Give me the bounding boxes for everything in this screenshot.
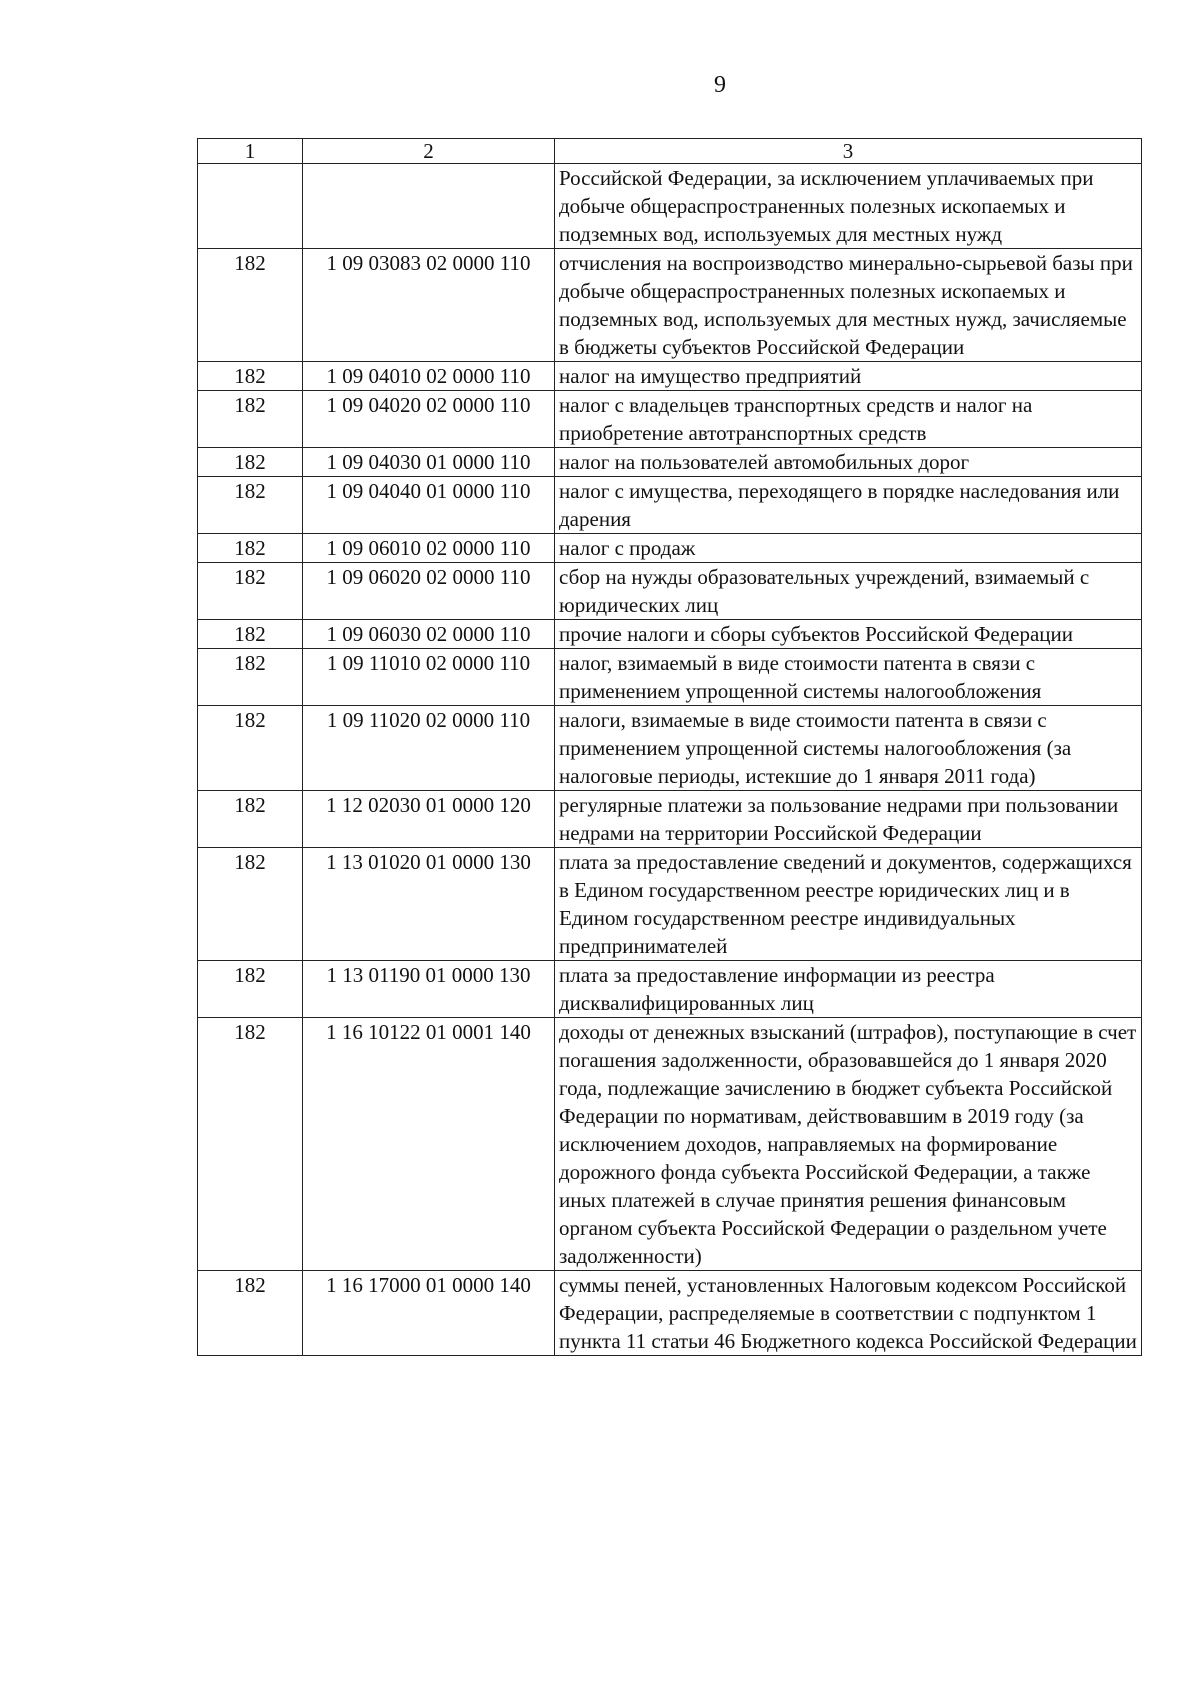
budget-classification-code-cell: 1 09 06010 02 0000 110 bbox=[303, 534, 555, 563]
admin-code-cell: 182 bbox=[198, 563, 303, 620]
header-col-3: 3 bbox=[555, 139, 1142, 164]
admin-code-cell: 182 bbox=[198, 534, 303, 563]
table-row bbox=[198, 477, 1142, 534]
budget-classification-code-cell: 1 09 06030 02 0000 110 bbox=[303, 620, 555, 649]
budget-classification-code-cell: 1 09 11020 02 0000 110 bbox=[303, 706, 555, 791]
table-row bbox=[198, 791, 1142, 848]
budget-classification-code-cell: 1 09 04030 01 0000 110 bbox=[303, 448, 555, 477]
table-row bbox=[198, 1271, 1142, 1356]
table-row bbox=[198, 1018, 1142, 1271]
budget-classification-code-cell bbox=[303, 164, 555, 249]
admin-code-cell: 182 bbox=[198, 1271, 303, 1356]
revenue-name-cell: прочие налоги и сборы субъектов Российской Федерации bbox=[555, 620, 1142, 649]
table-row bbox=[198, 706, 1142, 791]
revenue-name-cell: отчисления на воспроизводство минерально-сырьевой базы при добыче общераспространенных полезных ископаемых и подземных вод, используемых для местных нужд, зачисляемые в бюджеты субъектов Российской Федерации bbox=[555, 249, 1142, 362]
admin-code-cell: 182 bbox=[198, 249, 303, 362]
admin-code-cell: 182 bbox=[198, 848, 303, 961]
budget-classification-code-cell: 1 12 02030 01 0000 120 bbox=[303, 791, 555, 848]
budget-classification-code-cell: 1 09 06020 02 0000 110 bbox=[303, 563, 555, 620]
table-row bbox=[198, 448, 1142, 477]
revenue-name-cell: сбор на нужды образовательных учреждений, взимаемый с юридических лиц bbox=[555, 563, 1142, 620]
admin-code-cell: 182 bbox=[198, 961, 303, 1018]
revenue-name-cell: Российской Федерации, за исключением уплачиваемых при добыче общераспространенных полезных ископаемых и подземных вод, используемых для местных нужд bbox=[555, 164, 1142, 249]
admin-code-cell: 182 bbox=[198, 448, 303, 477]
admin-code-cell: 182 bbox=[198, 706, 303, 791]
admin-code-cell: 182 bbox=[198, 649, 303, 706]
revenue-name-cell: плата за предоставление информации из реестра дисквалифицированных лиц bbox=[555, 961, 1142, 1018]
budget-classification-code-cell: 1 13 01190 01 0000 130 bbox=[303, 961, 555, 1018]
table-row bbox=[198, 534, 1142, 563]
budget-classification-code-cell: 1 13 01020 01 0000 130 bbox=[303, 848, 555, 961]
admin-code-cell: 182 bbox=[198, 391, 303, 448]
admin-code-cell: 182 bbox=[198, 362, 303, 391]
budget-classification-code-cell: 1 09 04020 02 0000 110 bbox=[303, 391, 555, 448]
table-body bbox=[198, 164, 1142, 1356]
admin-code-cell: 182 bbox=[198, 620, 303, 649]
revenue-name-cell: плата за предоставление сведений и документов, содержащихся в Едином государственном реестре юридических лиц и в Едином государственном реестре индивидуальных предпринимателей bbox=[555, 848, 1142, 961]
admin-code-cell bbox=[198, 164, 303, 249]
table-row bbox=[198, 249, 1142, 362]
table-row bbox=[198, 391, 1142, 448]
page-number: 9 bbox=[714, 72, 726, 98]
revenue-name-cell: доходы от денежных взысканий (штрафов), поступающие в счет погашения задолженности, образовавшейся до 1 января 2020 года, подлежащие зачислению в бюджет субъекта Российской Федерации по нормативам, действовавшим в 2019 году (за исключением доходов, направляемых на формирование дорожного фонда субъекта Российской Федерации, а также иных платежей в случае принятия решения финансовым органом субъекта Российской Федерации о раздельном учете задолженности) bbox=[555, 1018, 1142, 1271]
revenue-codes-table bbox=[197, 138, 1142, 1356]
revenue-name-cell: налог с продаж bbox=[555, 534, 1142, 563]
admin-code-cell: 182 bbox=[198, 791, 303, 848]
budget-classification-code-cell: 1 09 03083 02 0000 110 bbox=[303, 249, 555, 362]
table-row bbox=[198, 362, 1142, 391]
revenue-name-cell: налог с имущества, переходящего в порядке наследования или дарения bbox=[555, 477, 1142, 534]
admin-code-cell: 182 bbox=[198, 1018, 303, 1271]
revenue-name-cell: регулярные платежи за пользование недрами при пользовании недрами на территории Российской Федерации bbox=[555, 791, 1142, 848]
budget-classification-code-cell: 1 16 17000 01 0000 140 bbox=[303, 1271, 555, 1356]
revenue-name-cell: налоги, взимаемые в виде стоимости патента в связи с применением упрощенной системы налогообложения (за налоговые периоды, истекшие до 1 января 2011 года) bbox=[555, 706, 1142, 791]
revenue-name-cell: суммы пеней, установленных Налоговым кодексом Российской Федерации, распределяемые в соответствии с подпунктом 1 пункта 11 статьи 46 Бюджетного кодекса Российской Федерации bbox=[555, 1271, 1142, 1356]
revenue-name-cell: налог, взимаемый в виде стоимости патента в связи с применением упрощенной системы налогообложения bbox=[555, 649, 1142, 706]
revenue-name-cell: налог на имущество предприятий bbox=[555, 362, 1142, 391]
table-row bbox=[198, 620, 1142, 649]
budget-classification-code-cell: 1 09 04010 02 0000 110 bbox=[303, 362, 555, 391]
table-row bbox=[198, 164, 1142, 249]
header-col-2: 2 bbox=[303, 139, 555, 164]
admin-code-cell: 182 bbox=[198, 477, 303, 534]
budget-classification-code-cell: 1 16 10122 01 0001 140 bbox=[303, 1018, 555, 1271]
header-col-1: 1 bbox=[198, 139, 303, 164]
table-row bbox=[198, 649, 1142, 706]
budget-classification-code-cell: 1 09 11010 02 0000 110 bbox=[303, 649, 555, 706]
table-row bbox=[198, 848, 1142, 961]
table-row bbox=[198, 563, 1142, 620]
budget-classification-code-cell: 1 09 04040 01 0000 110 bbox=[303, 477, 555, 534]
table-row bbox=[198, 961, 1142, 1018]
revenue-name-cell: налог на пользователей автомобильных дорог bbox=[555, 448, 1142, 477]
table-header-row bbox=[198, 139, 1142, 164]
revenue-name-cell: налог с владельцев транспортных средств и налог на приобретение автотранспортных средств bbox=[555, 391, 1142, 448]
